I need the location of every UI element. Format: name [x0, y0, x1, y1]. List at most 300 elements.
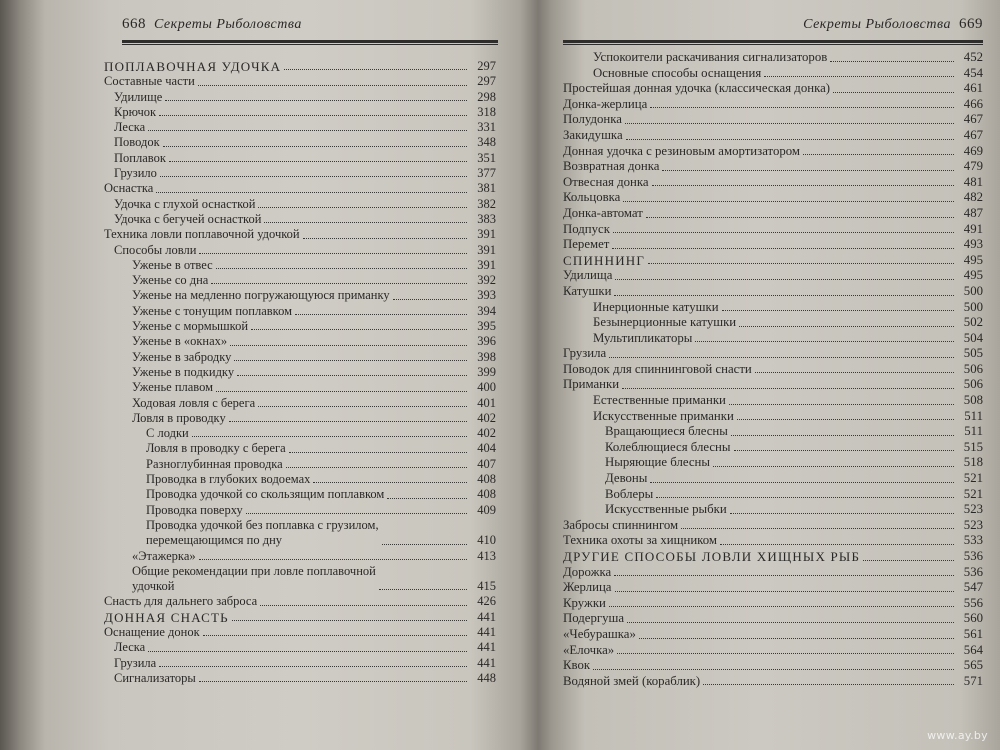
toc-leader-dots: [646, 217, 954, 218]
toc-leader-dots: [313, 482, 467, 483]
toc-entry-title: Безынерционные катушки: [593, 315, 737, 330]
toc-leader-dots: [160, 176, 467, 177]
toc-entry-page: 454: [963, 65, 983, 80]
toc-entry-page: 461: [963, 81, 983, 96]
toc-entry: [92, 472, 496, 487]
toc-entry-title: Общие рекомендации при ловле поплавочной удочкой: [132, 563, 376, 594]
toc-entry-title: Проводка удочкой со скользящим поплавком: [146, 487, 385, 502]
toc-entry-page: 502: [963, 315, 983, 330]
toc-leader-dots: [199, 559, 467, 560]
toc-entry-title: Ловля в проводку с берега: [146, 441, 286, 456]
toc-leader-dots: [148, 130, 467, 131]
toc-leader-dots: [258, 406, 467, 407]
left-running-head: [122, 16, 498, 38]
toc-leader-dots: [216, 391, 467, 392]
toc-entry-title: Разноглубинная проводка: [146, 456, 283, 471]
toc-entry-title: С лодки: [146, 426, 189, 441]
toc-entry-title: Снасть для дальнего заброса: [104, 594, 258, 609]
toc-entry-title: «Чебурашка»: [563, 626, 636, 641]
toc-entry: [92, 396, 496, 411]
toc-leader-dots: [614, 575, 954, 576]
toc-entry-page: 297: [477, 74, 496, 89]
toc-entry-page: 298: [477, 89, 496, 104]
toc-entry-title: Техника ловли поплавочной удочкой: [104, 227, 300, 242]
toc-entry-title: Дорожка: [563, 564, 612, 579]
toc-entry: [563, 658, 983, 674]
toc-entry-page: 391: [477, 257, 496, 272]
toc-entry-page: 392: [477, 273, 496, 288]
toc-entry: [563, 533, 983, 549]
toc-entry-page: 402: [477, 426, 496, 441]
toc-entry-page: 348: [477, 135, 496, 150]
left-toc-list: [92, 59, 496, 686]
toc-entry: [563, 674, 983, 690]
toc-entry-page: 398: [477, 349, 496, 364]
toc-entry-title: Леска: [114, 120, 146, 135]
toc-entry: [92, 304, 496, 319]
toc-entry-page: 500: [963, 299, 983, 314]
toc-leader-dots: [211, 283, 467, 284]
toc-entry-page: 415: [477, 579, 496, 594]
toc-leader-dots: [652, 185, 954, 186]
toc-entry-page: 533: [963, 533, 983, 548]
toc-entry: [92, 273, 496, 288]
toc-entry-page: 408: [477, 472, 496, 487]
toc-entry-title: «Елочка»: [563, 642, 615, 657]
toc-entry: [92, 594, 496, 609]
toc-entry: [92, 426, 496, 441]
toc-entry-title: Уженье в забродку: [132, 349, 232, 364]
toc-entry: [563, 206, 983, 222]
toc-entry: [563, 377, 983, 393]
toc-leader-dots: [387, 498, 467, 499]
toc-entry: [563, 112, 983, 128]
toc-entry-page: 469: [963, 143, 983, 158]
toc-leader-dots: [303, 238, 467, 239]
toc-entry: [563, 222, 983, 238]
toc-entry: [92, 105, 496, 120]
toc-entry: [563, 549, 983, 565]
toc-leader-dots: [625, 123, 954, 124]
toc-entry-title: Отвесная донка: [563, 174, 649, 189]
toc-entry-page: 487: [963, 205, 983, 220]
toc-entry-page: 297: [477, 59, 496, 73]
toc-entry-title: Колеблющиеся блесны: [605, 439, 731, 454]
toc-entry-title: Приманки: [563, 377, 620, 392]
toc-entry: [563, 175, 983, 191]
toc-leader-dots: [662, 170, 954, 171]
toc-entry-title: Уженье с тонущим поплавком: [132, 303, 293, 318]
toc-entry-page: 351: [477, 150, 496, 165]
toc-entry: [92, 564, 496, 595]
toc-entry: [563, 611, 983, 627]
toc-entry: [92, 549, 496, 564]
toc-entry-page: 521: [963, 471, 983, 486]
toc-entry: [563, 518, 983, 534]
toc-entry: [563, 268, 983, 284]
toc-leader-dots: [656, 497, 954, 498]
toc-entry: [92, 59, 496, 74]
toc-entry: [92, 166, 496, 181]
toc-entry-title: Оснащение донок: [104, 624, 200, 639]
toc-leader-dots: [379, 589, 467, 590]
toc-entry: [92, 625, 496, 640]
toc-entry: [92, 441, 496, 456]
toc-entry: [563, 643, 983, 659]
toc-entry-page: 482: [963, 190, 983, 205]
toc-entry: [92, 181, 496, 196]
toc-entry-page: 523: [963, 502, 983, 517]
toc-entry-title: Удочка с бегучей оснасткой: [114, 211, 262, 226]
toc-leader-dots: [613, 232, 954, 233]
toc-entry: [92, 365, 496, 380]
toc-entry: [92, 350, 496, 365]
toc-entry-title: Уженье на медленно погружающуюся приманку: [132, 288, 390, 303]
toc-leader-dots: [722, 310, 954, 311]
toc-entry-page: 495: [963, 268, 983, 283]
toc-entry: [92, 90, 496, 105]
toc-entry-page: 394: [477, 303, 496, 318]
toc-leader-dots: [165, 100, 467, 101]
toc-entry-title: Техника охоты за хищником: [563, 533, 717, 548]
toc-leader-dots: [830, 61, 954, 62]
toc-entry-page: 410: [477, 533, 496, 548]
toc-entry-title: Катушки: [563, 283, 612, 298]
toc-entry-page: 402: [477, 410, 496, 425]
toc-leader-dots: [730, 513, 954, 514]
toc-leader-dots: [609, 606, 954, 607]
toc-entry-page: 318: [477, 104, 496, 119]
toc-entry: [92, 319, 496, 334]
toc-entry-title: Грузила: [114, 655, 157, 670]
toc-leader-dots: [234, 360, 467, 361]
toc-leader-dots: [260, 605, 467, 606]
toc-leader-dots: [199, 253, 467, 254]
toc-entry-page: 467: [963, 127, 983, 142]
toc-leader-dots: [617, 653, 954, 654]
toc-entry-title: Инерционные катушки: [593, 299, 719, 314]
toc-entry-title: Успокоители раскачивания сигнализаторов: [593, 50, 828, 64]
toc-entry-title: Донка-жерлица: [563, 96, 648, 111]
toc-entry-page: 407: [477, 456, 496, 471]
toc-leader-dots: [159, 115, 467, 116]
toc-entry: [563, 237, 983, 253]
toc-leader-dots: [755, 372, 954, 373]
toc-entry-page: 448: [477, 670, 496, 685]
toc-entry-page: 521: [963, 486, 983, 501]
toc-entry-title: Уженье в отвес: [132, 257, 213, 272]
toc-leader-dots: [729, 404, 954, 405]
toc-leader-dots: [609, 357, 954, 358]
toc-leader-dots: [863, 560, 954, 561]
toc-leader-dots: [803, 154, 954, 155]
toc-entry-page: 467: [963, 112, 983, 127]
toc-entry: [92, 243, 496, 258]
toc-leader-dots: [615, 279, 954, 280]
toc-entry-page: 452: [963, 50, 983, 64]
toc-entry-page: 504: [963, 330, 983, 345]
toc-entry: [563, 315, 983, 331]
toc-entry: [92, 487, 496, 502]
toc-entry-page: 479: [963, 159, 983, 174]
toc-entry-page: 511: [964, 424, 983, 439]
toc-leader-dots: [615, 591, 955, 592]
toc-leader-dots: [199, 681, 467, 682]
toc-entry-title: Поплавок: [114, 150, 166, 165]
toc-entry-title: Составные части: [104, 74, 195, 89]
toc-leader-dots: [650, 107, 954, 108]
left-page: [88, 0, 498, 750]
toc-entry: [92, 380, 496, 395]
toc-entry-page: 395: [477, 319, 496, 334]
toc-leader-dots: [627, 622, 954, 623]
toc-leader-dots: [737, 419, 954, 420]
toc-entry-page: 409: [477, 502, 496, 517]
toc-leader-dots: [286, 467, 467, 468]
toc-entry-page: 441: [477, 640, 496, 655]
toc-entry: [92, 656, 496, 671]
toc-entry: [563, 409, 983, 425]
right-toc-list: [563, 50, 983, 689]
toc-leader-dots: [648, 263, 954, 264]
toc-entry-page: 506: [963, 361, 983, 376]
toc-entry-title: Забросы спиннингом: [563, 517, 679, 532]
toc-leader-dots: [681, 528, 954, 529]
toc-entry-page: 491: [963, 221, 983, 236]
toc-entry-title: Донка-автомат: [563, 205, 643, 220]
toc-entry-page: 508: [963, 393, 983, 408]
left-running-title: Секреты Рыболовства: [154, 17, 302, 32]
toc-entry-page: 565: [963, 658, 983, 673]
toc-entry-page: 391: [477, 242, 496, 257]
toc-entry: [563, 471, 983, 487]
toc-entry-page: 523: [963, 517, 983, 532]
toc-entry: [563, 455, 983, 471]
toc-entry-title: Квок: [563, 658, 591, 673]
toc-entry-title: Искусственные приманки: [593, 408, 734, 423]
toc-entry: [563, 565, 983, 581]
toc-leader-dots: [623, 201, 954, 202]
toc-entry-title: «Этажерка»: [132, 548, 196, 563]
toc-entry-page: 564: [963, 642, 983, 657]
toc-entry: [563, 300, 983, 316]
toc-leader-dots: [148, 651, 467, 652]
toc-leader-dots: [764, 76, 954, 77]
right-page-number: 669: [959, 16, 983, 32]
toc-entry-title: Уженье с мормышкой: [132, 319, 249, 334]
toc-leader-dots: [246, 513, 467, 514]
toc-entry-title: Возвратная донка: [563, 159, 660, 174]
toc-entry: [92, 258, 496, 273]
toc-entry-title: Уженье в «окнах»: [132, 334, 228, 349]
toc-entry: [92, 640, 496, 655]
toc-entry-page: 413: [477, 548, 496, 563]
toc-entry-title: Ходовая ловля с берега: [132, 395, 256, 410]
toc-leader-dots: [229, 421, 467, 422]
toc-leader-dots: [251, 329, 467, 330]
toc-entry-page: 511: [964, 408, 983, 423]
toc-entry-page: 441: [477, 624, 496, 639]
toc-leader-dots: [650, 482, 954, 483]
toc-entry-title: Водяной змей (кораблик): [563, 673, 701, 688]
toc-entry-page: 518: [963, 455, 983, 470]
toc-entry-title: Грузила: [563, 346, 607, 361]
right-running-title: Секреты Рыболовства: [803, 17, 951, 32]
toc-entry-page: 391: [477, 227, 496, 242]
toc-entry-title: Донная удочка с резиновым амортизатором: [563, 143, 801, 158]
toc-entry-page: 382: [477, 196, 496, 211]
toc-entry: [92, 610, 496, 625]
toc-entry-title: Уженье плавом: [132, 380, 214, 395]
toc-entry-page: 506: [963, 377, 983, 392]
toc-entry: [563, 393, 983, 409]
toc-entry: [563, 253, 983, 269]
toc-entry-title: Подергуша: [563, 611, 625, 626]
toc-leader-dots: [156, 192, 467, 193]
toc-entry-title: Перемет: [563, 237, 610, 252]
toc-entry-page: 426: [477, 594, 496, 609]
toc-entry: [92, 151, 496, 166]
toc-entry: [563, 159, 983, 175]
toc-entry-page: 466: [963, 96, 983, 111]
toc-entry-page: 556: [963, 595, 983, 610]
toc-entry-page: 408: [477, 487, 496, 502]
toc-entry-title: Сигнализаторы: [114, 670, 196, 685]
toc-leader-dots: [720, 544, 954, 545]
toc-entry-page: 536: [963, 564, 983, 579]
toc-entry: [563, 440, 983, 456]
toc-entry: [563, 596, 983, 612]
toc-entry: [92, 74, 496, 89]
toc-entry-title: Вращающиеся блесны: [605, 424, 728, 439]
toc-entry: [563, 346, 983, 362]
toc-entry: [92, 518, 496, 549]
toc-entry-page: 377: [477, 166, 496, 181]
toc-entry: [563, 128, 983, 144]
toc-entry-title: Уженье в подкидку: [132, 364, 235, 379]
toc-entry-title: Проводка поверху: [146, 502, 243, 517]
toc-entry: [563, 580, 983, 596]
toc-entry-page: 536: [963, 549, 983, 563]
toc-leader-dots: [258, 207, 467, 208]
toc-entry-page: 495: [963, 252, 983, 267]
toc-entry-title: Удилища: [563, 268, 613, 283]
toc-entry-title: Уженье со дна: [132, 273, 209, 288]
toc-entry: [92, 227, 496, 242]
toc-leader-dots: [393, 299, 467, 300]
toc-entry: [563, 144, 983, 160]
toc-entry-page: 381: [477, 181, 496, 196]
toc-entry-page: 560: [963, 611, 983, 626]
toc-entry-title: СПИННИНГ: [563, 252, 646, 268]
toc-leader-dots: [614, 295, 954, 296]
left-header-rule: [122, 40, 498, 45]
toc-leader-dots: [713, 466, 954, 467]
toc-entry-title: Искусственные рыбки: [605, 502, 727, 517]
toc-leader-dots: [626, 139, 954, 140]
toc-entry-title: Подпуск: [563, 221, 610, 236]
toc-entry: [563, 627, 983, 643]
toc-entry-title: Поводок для спиннинговой снасти: [563, 361, 752, 376]
toc-entry-title: Проводка удочкой без поплавка с грузилом, перемещающимся по дну: [146, 517, 379, 548]
toc-entry-page: 561: [963, 626, 983, 641]
toc-entry-page: 393: [477, 288, 496, 303]
watermark: www.ay.by: [927, 729, 988, 742]
toc-entry: [92, 212, 496, 227]
toc-entry: [92, 671, 496, 686]
toc-entry-title: Кольцовка: [563, 190, 621, 205]
toc-leader-dots: [731, 435, 954, 436]
toc-entry-title: Крючок: [114, 104, 157, 119]
toc-leader-dots: [203, 635, 467, 636]
right-header-rule: [563, 40, 983, 45]
toc-entry-page: 331: [477, 120, 496, 135]
right-running-head: [563, 16, 983, 38]
toc-entry-title: Воблеры: [605, 486, 654, 501]
right-page: [563, 0, 983, 750]
toc-leader-dots: [295, 314, 467, 315]
toc-entry-title: Полудонка: [563, 112, 622, 127]
toc-entry-page: 441: [477, 655, 496, 670]
toc-entry: [563, 331, 983, 347]
toc-entry-page: 441: [477, 609, 496, 624]
toc-entry: [563, 81, 983, 97]
toc-entry-title: Жерлица: [563, 580, 612, 595]
toc-leader-dots: [639, 638, 954, 639]
toc-entry-title: ДОННАЯ СНАСТЬ: [104, 609, 229, 625]
toc-entry: [92, 120, 496, 135]
toc-entry-title: ДРУГИЕ СПОСОБЫ ЛОВЛИ ХИЩНЫХ РЫБ: [563, 549, 861, 564]
toc-leader-dots: [739, 326, 954, 327]
toc-leader-dots: [612, 248, 954, 249]
toc-entry-title: Леска: [114, 640, 146, 655]
toc-entry-page: 404: [477, 441, 496, 456]
toc-entry-title: Мультипликаторы: [593, 330, 693, 345]
toc-entry-title: Грузило: [114, 166, 157, 181]
toc-leader-dots: [382, 544, 467, 545]
toc-entry-title: Удочка с глухой оснасткой: [114, 196, 256, 211]
toc-entry: [563, 502, 983, 518]
toc-entry-title: Поводок: [114, 135, 160, 150]
toc-entry: [563, 284, 983, 300]
toc-entry-page: 383: [477, 211, 496, 226]
toc-entry: [563, 487, 983, 503]
toc-entry-page: 571: [963, 673, 983, 688]
toc-entry-title: Закидушка: [563, 127, 623, 142]
toc-entry: [563, 362, 983, 378]
toc-leader-dots: [833, 92, 954, 93]
toc-entry-title: Способы ловли: [114, 242, 197, 257]
toc-entry-title: Удилище: [114, 89, 163, 104]
toc-leader-dots: [593, 669, 954, 670]
toc-entry-title: Проводка в глубоких водоемах: [146, 472, 311, 487]
toc-entry-page: 493: [963, 237, 983, 252]
toc-leader-dots: [237, 375, 467, 376]
toc-leader-dots: [232, 620, 467, 621]
toc-leader-dots: [216, 268, 467, 269]
toc-entry-page: 547: [963, 580, 983, 595]
toc-leader-dots: [622, 388, 954, 389]
toc-leader-dots: [230, 345, 467, 346]
toc-leader-dots: [159, 666, 467, 667]
toc-entry-title: Основные способы оснащения: [593, 65, 762, 80]
toc-entry: [92, 288, 496, 303]
toc-leader-dots: [163, 146, 467, 147]
toc-entry-page: 399: [477, 364, 496, 379]
toc-leader-dots: [734, 450, 954, 451]
toc-leader-dots: [198, 85, 467, 86]
toc-leader-dots: [169, 161, 467, 162]
